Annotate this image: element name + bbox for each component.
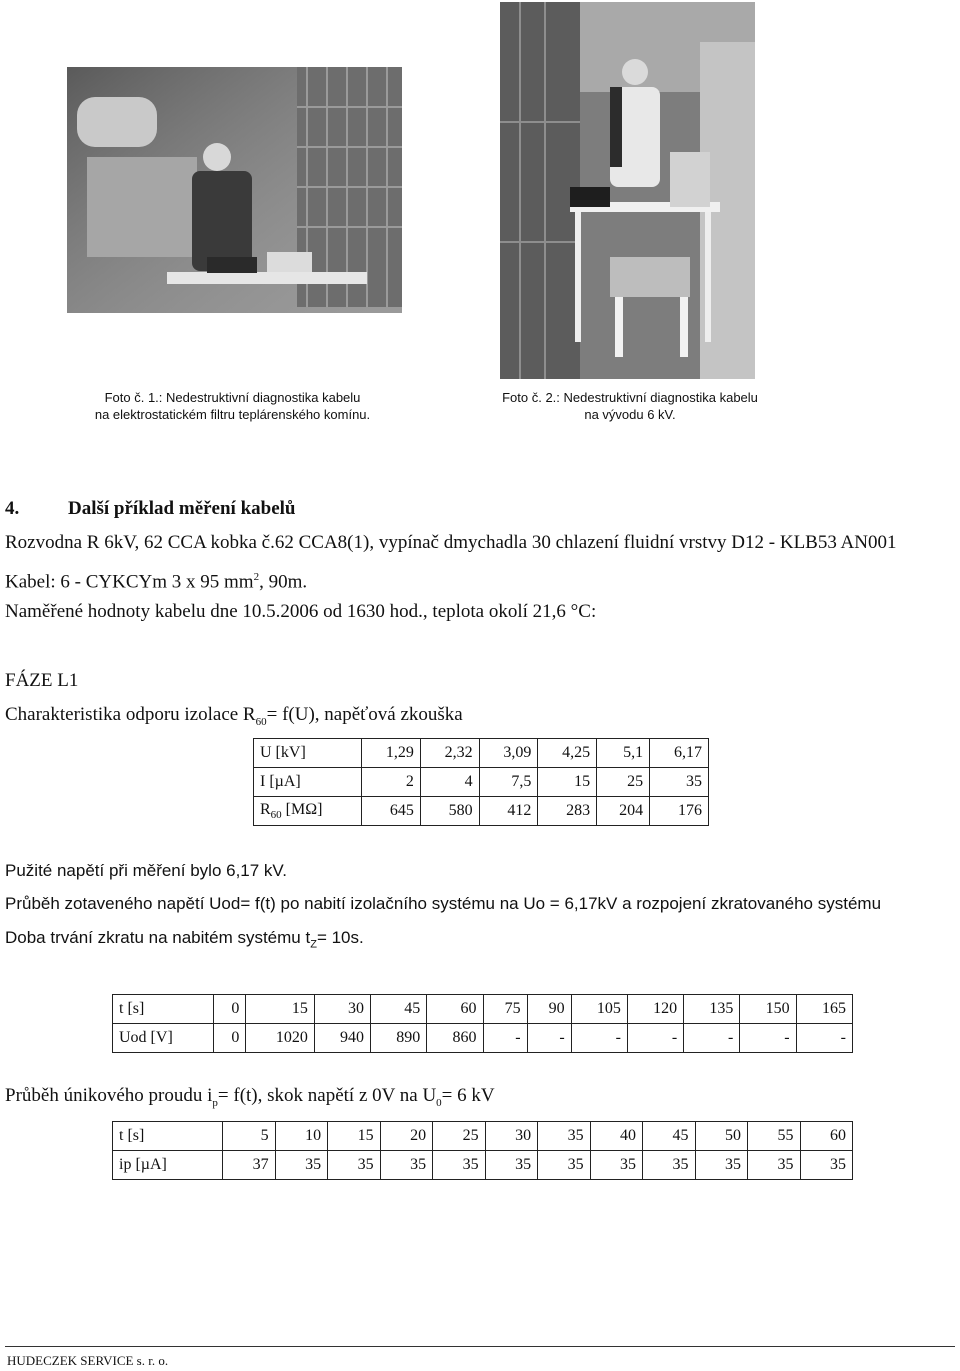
- leakage-current-table: [112, 1121, 853, 1180]
- table-row: [254, 797, 709, 826]
- characteristic-text: Charakteristika odporu izolace R: [5, 704, 256, 725]
- table-cell: 35: [695, 1151, 747, 1180]
- table-cell: 150: [740, 995, 796, 1024]
- table-row: [254, 768, 709, 797]
- leak-sub-0: 0: [436, 1096, 442, 1109]
- cable-length: , 90m.: [259, 571, 308, 593]
- table-cell: 35: [485, 1151, 537, 1180]
- table-cell: 30: [314, 995, 370, 1024]
- table-cell: -: [483, 1024, 527, 1053]
- table-cell: -: [796, 1024, 852, 1053]
- table-cell: 176: [650, 797, 709, 826]
- table-cell: 105: [571, 995, 627, 1024]
- table-cell: 35: [328, 1151, 380, 1180]
- table-cell: 35: [643, 1151, 695, 1180]
- cable-superscript: 2: [253, 571, 260, 583]
- table-cell: -: [571, 1024, 627, 1053]
- table-cell: 35: [800, 1151, 853, 1180]
- photo1-caption: [40, 389, 425, 423]
- table-cell: -: [684, 1024, 740, 1053]
- table-cell: 0: [214, 1024, 246, 1053]
- table-cell: 35: [748, 1151, 800, 1180]
- phase-title: FÁZE L1: [5, 670, 79, 691]
- table-cell: 40: [590, 1122, 642, 1151]
- photo2-caption: [470, 389, 790, 423]
- table-cell-label: U [kV]: [254, 739, 362, 768]
- short-duration-note: [5, 927, 364, 955]
- table-cell: 135: [684, 995, 740, 1024]
- table-cell: 35: [590, 1151, 642, 1180]
- table-cell: 7,5: [479, 768, 538, 797]
- photo2-caption-line2: na vývodu 6 kV.: [584, 407, 676, 422]
- table-cell-label: Uod [V]: [113, 1024, 214, 1053]
- leak-sub-p: p: [212, 1096, 218, 1109]
- r-label-sub: 60: [270, 809, 282, 822]
- table-cell: 37: [223, 1151, 275, 1180]
- leakage-current-line: [5, 1085, 495, 1114]
- table-row: [113, 1122, 853, 1151]
- table-cell: 2,32: [420, 739, 479, 768]
- photo-cable-diagnostics-feeder: [500, 2, 755, 379]
- table-cell: 15: [538, 768, 597, 797]
- short-tail: = 10s.: [316, 928, 364, 947]
- table-cell: 25: [597, 768, 650, 797]
- table-cell: 50: [695, 1122, 747, 1151]
- table-cell-label: [254, 797, 362, 826]
- r-label-unit: [MΩ]: [281, 800, 323, 818]
- table-cell: 45: [371, 995, 427, 1024]
- leak-mid: = f(t), skok napětí z 0V na U: [217, 1085, 437, 1106]
- section-heading: [5, 498, 296, 520]
- characteristic-tail: = f(U), napěťová zkouška: [266, 704, 463, 725]
- table-cell: 580: [420, 797, 479, 826]
- table-cell: 0: [214, 995, 246, 1024]
- leak-tail: = 6 kV: [441, 1085, 495, 1106]
- r-label: R: [260, 800, 271, 818]
- table-cell: 60: [427, 995, 483, 1024]
- leak-text: Průběh únikového proudu i: [5, 1085, 213, 1106]
- table-cell: 35: [380, 1151, 432, 1180]
- table-cell: 120: [627, 995, 683, 1024]
- table-cell: 6,17: [650, 739, 709, 768]
- recovery-voltage-table: [112, 994, 853, 1053]
- table-cell: 1020: [246, 1024, 314, 1053]
- table-cell-label: I [µA]: [254, 768, 362, 797]
- table-cell: 25: [433, 1122, 485, 1151]
- table-row: [113, 995, 853, 1024]
- table-cell: 5,1: [597, 739, 650, 768]
- intro-line-switchboard: Rozvodna R 6kV, 62 CCA kobka č.62 CCA8(1), vypínač dmychadla 30 chlazení fluidní vrstvy D12 - KLB53 AN001: [5, 532, 897, 553]
- table-cell: 30: [485, 1122, 537, 1151]
- table-cell: 10: [275, 1122, 327, 1151]
- photo1-caption-line2: na elektrostatickém filtru teplárenského komínu.: [94, 407, 371, 422]
- voltage-used-note: Pužité napětí při měření bylo 6,17 kV.: [5, 861, 287, 880]
- short-text: Doba trvání zkratu na nabitém systému t: [5, 928, 311, 947]
- table-row: [113, 1024, 853, 1053]
- table-cell: 3,09: [479, 739, 538, 768]
- table-cell: 55: [748, 1122, 800, 1151]
- table-cell-label: ip [µA]: [113, 1151, 223, 1180]
- table-cell-label: t [s]: [113, 995, 214, 1024]
- table-cell: 60: [800, 1122, 853, 1151]
- table-cell: 204: [597, 797, 650, 826]
- table-cell: 4,25: [538, 739, 597, 768]
- table-cell: 645: [362, 797, 421, 826]
- table-row: [254, 739, 709, 768]
- table-cell: 940: [314, 1024, 370, 1053]
- table-cell: 35: [538, 1151, 590, 1180]
- intro-line-measured: Naměřené hodnoty kabelu dne 10.5.2006 od 1630 hod., teplota okolí 21,6 °C:: [5, 601, 597, 622]
- photo2-caption-line1: Foto č. 2.: Nedestruktivní diagnostika kabelu: [502, 390, 758, 405]
- table-cell-label: t [s]: [113, 1122, 223, 1151]
- table-cell: 35: [538, 1122, 590, 1151]
- table-cell: -: [527, 1024, 571, 1053]
- intro-line-cable: [5, 566, 307, 593]
- photo1-caption-line1: Foto č. 1.: Nedestruktivní diagnostika kabelu: [104, 390, 361, 405]
- table-cell: 2: [362, 768, 421, 797]
- table-row: [113, 1151, 853, 1180]
- table-cell: 5: [223, 1122, 275, 1151]
- table-cell: 165: [796, 995, 852, 1024]
- table-cell: 15: [328, 1122, 380, 1151]
- table-cell: 20: [380, 1122, 432, 1151]
- table-cell: 4: [420, 768, 479, 797]
- recovery-voltage-note: Průběh zotaveného napětí Uod= f(t) po nabití izolačního systému na Uo = 6,17kV a rozpojení zkratovaného systému: [5, 894, 882, 913]
- table-cell: 35: [650, 768, 709, 797]
- table-cell: 75: [483, 995, 527, 1024]
- table-cell: -: [740, 1024, 796, 1053]
- table-cell: 35: [275, 1151, 327, 1180]
- characteristic-line: [5, 704, 463, 733]
- table-cell: 1,29: [362, 739, 421, 768]
- table-cell: 890: [371, 1024, 427, 1053]
- table-cell: -: [627, 1024, 683, 1053]
- section-number: 4.: [5, 498, 20, 519]
- photo-cable-diagnostics-filter: [67, 67, 402, 313]
- section-title: Další příklad měření kabelů: [68, 498, 296, 519]
- short-sub: Z: [310, 938, 317, 951]
- table-cell: 860: [427, 1024, 483, 1053]
- table-cell: 45: [643, 1122, 695, 1151]
- table-cell: 90: [527, 995, 571, 1024]
- table-cell: 412: [479, 797, 538, 826]
- cable-text: Kabel: 6 - CYKCYm 3 x 95 mm: [5, 571, 254, 593]
- table-cell: 283: [538, 797, 597, 826]
- table-cell: 15: [246, 995, 314, 1024]
- characteristic-sub: 60: [255, 715, 267, 728]
- table-cell: 35: [433, 1151, 485, 1180]
- insulation-resistance-table: [253, 738, 709, 826]
- footer-divider: [5, 1346, 955, 1347]
- footer-company: HUDECZEK SERVICE s. r. o.: [7, 1353, 169, 1368]
